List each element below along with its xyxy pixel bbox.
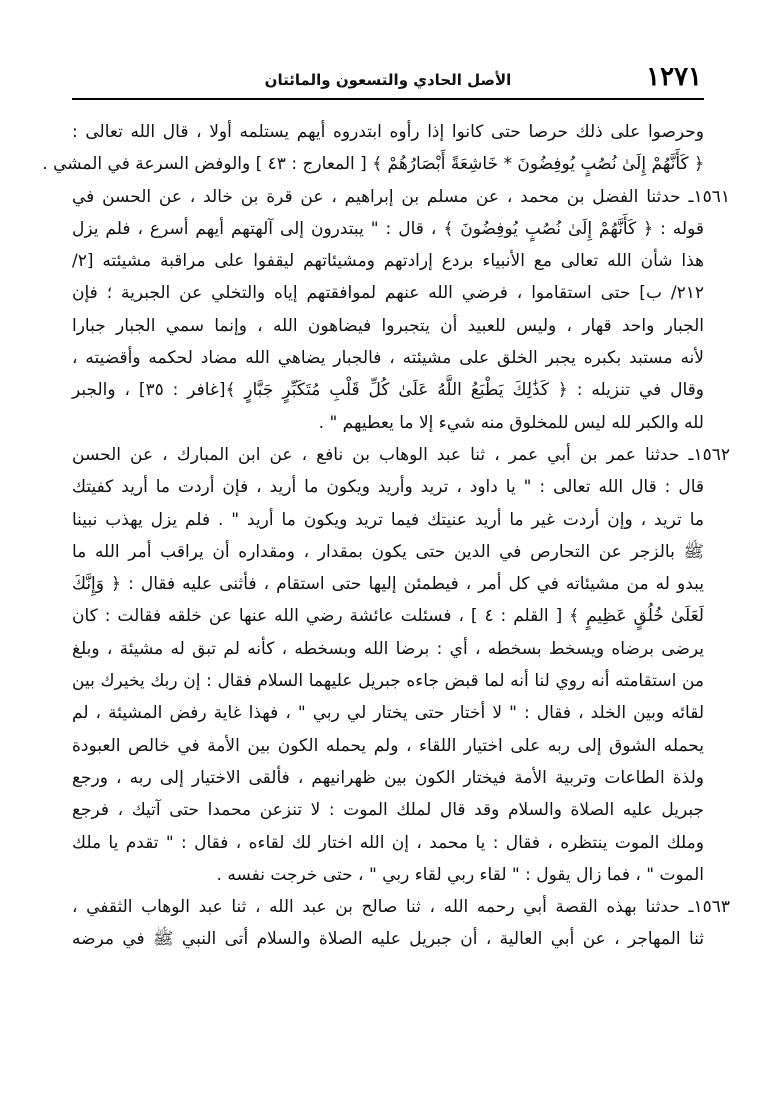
text-line: وحرصوا على ذلك حرصا حتى كانوا إذا رأوه ابتدروه أيهم يستلمه أولا ، قال الله تعالى :: [72, 122, 704, 142]
text-line: ما تريد ، وإن أردت غير ما أريد عنيتك فيما تريد ويكون ما أريد " . فلم يزل يهذب نبينا: [72, 509, 704, 530]
text-line: ١٥٦١ـ حدثنا الفضل بن محمد ، عن مسلم بن إبراهيم ، عن قرة بن خالد ، عن الحسن في: [72, 186, 730, 207]
text-line: لقائه وبين الخلد ، فقال : " لا أختار حتى يختار لي ربي " ، فهذا غاية رفض المشيئة ، لم: [72, 703, 704, 724]
running-title: الأصل الحادي والتسعون والمائتان: [264, 71, 512, 89]
text-line: وملك الموت ينتظره ، فقال : يا محمد ، إن الله اختار لك لقاءه ، فقال : " تقدم يا ملك: [72, 832, 704, 853]
text-line: قوله : ﴿ كَأَنَّهُمْ إِلَىٰ نُصُبٍ يُوفِضُونَ ﴾ ، قال : " يبتدرون إلى آلهتهم أيهم أسرع ، فلم يزل: [72, 218, 704, 239]
header-rule: [72, 98, 704, 100]
text-line: ﷺ بالزجر عن التحارص في الدين حتى يكون بمقدار ، ومقداره أن يراقب أمر الله ما: [72, 541, 704, 562]
text-line: لله والكبر لله ليس للمخلوق منه شيء إلا ما يعطيهم " .: [318, 412, 704, 433]
text-line: ١٥٦٣ـ حدثنا بهذه القصة أبي رحمه الله ، ثنا صالح بن عبد الله ، ثنا عبد الوهاب الثقفي ،: [72, 897, 730, 918]
body-text: [42, 116, 730, 956]
text-line: من استقامته أنه روي لنا أنه لما قبض جاءه جبريل عليهما السلام فقال : إن ربك يخيرك بين: [72, 671, 704, 692]
text-line: ثنا المهاجر ، عن أبي العالية ، أن جبريل عليه الصلاة والسلام أتى النبي ﷺ في مرضه: [72, 929, 704, 950]
text-line: لأنه مستبد بكبره يجبر الخلق على مشيئته ، فالجبار يضاهي الله مضاد لحكمه وأقضيته ،: [72, 348, 704, 369]
text-line: ١٥٦٢ـ حدثنا عمر بن أبي عمر ، ثنا عبد الوهاب بن نافع ، عن ابن المبارك ، عن الحسن: [72, 444, 730, 465]
text-line: ﴿ كَأَنَّهُمْ إِلَىٰ نُصُبٍ يُوفِضُونَ * خَاشِعَةً أَبْصَارُهُمْ ﴾ [ المعارج : ٤٣ ] والوفض السرعة في المشي .: [42, 154, 704, 175]
text-line: لَعَلَىٰ خُلُقٍ عَظِيمٍ ﴾ [ القلم : ٤ ] ، فسئلت عائشة رضي الله عنها عن خلقه فقالت : كان: [72, 606, 704, 627]
text-line: يبدو له من مشيئاته في كل أمر ، فيطمئن إليها حتى استقام ، فأثنى عليه فقال : ﴿ وَإِنَّكَ: [72, 574, 704, 595]
page-number: ١٢٧١: [646, 62, 702, 92]
text-line: يرضى برضاه ويسخط بسخطه ، أي : برضا الله وبسخطه ، كأنه لم تبق له مشيئة ، وبلغ: [72, 638, 704, 659]
text-line: وقال في تنزيله : ﴿ كَذَٰلِكَ يَطْبَعُ اللَّهُ عَلَىٰ كُلِّ قَلْبِ مُتَكَبِّرٍ جَبَّارٍ ﴾[غافر : ٣٥] ، والجبر: [72, 380, 704, 401]
text-line: الجبار واحد قهار ، وليس للعبيد أن يتجبروا فيضاهون الله ، وإنما سمي الجبار جبارا: [72, 315, 704, 336]
text-line: ولذة الطاعات وتربية الأمة فيختار الكون بين ظهرانيهم ، فألقى الاختيار إلى ربه ، ورجع: [72, 767, 704, 788]
text-line: هذا شأن الله تعالى مع الأنبياء بردع إرادتهم ومشيئاتهم ليقفوا على مراقبة مشيئته [٢/: [72, 251, 704, 272]
text-line: ٢١٢/ ب] حتى استقاموا ، فرضي الله عنهم لموافقتهم إياه والتخلي عن الجبرية ؛ فإن: [72, 283, 704, 304]
text-line: يحمله الشوق إلى ربه على اختيار اللقاء ، ولم يحمله الكون بين الأمة في خالص العبودة: [72, 735, 704, 756]
text-line: جبريل عليه الصلاة والسلام وقد قال لملك الموت : لا تنزعن محمدا حتى آتيك ، فرجع: [72, 800, 704, 821]
text-line: الموت " ، فما زال يقول : " لقاء ربي لقاء ربي " ، حتى خرجت نفسه .: [216, 864, 704, 885]
page-header: [72, 62, 704, 98]
text-line: قال : قال الله تعالى : " يا داود ، تريد وأريد ويكون ما أريد ، فإن أردت ما أريد كفيتك: [72, 477, 704, 498]
